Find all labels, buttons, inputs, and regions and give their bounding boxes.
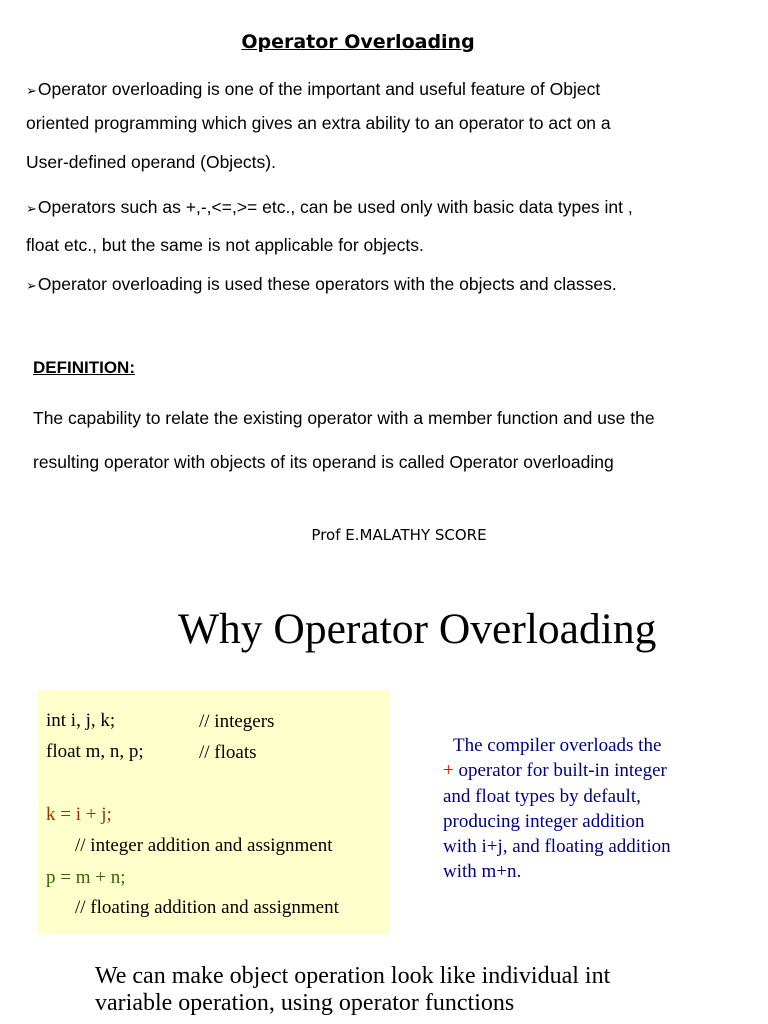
bullet-arrow-icon: ➢ (26, 83, 37, 98)
plus-operator: + (443, 760, 454, 782)
note-line-3: and float types by default, (443, 785, 641, 807)
summary-line-1: We can make object operation look like individual int (95, 963, 611, 989)
bullet-1-line-1 (26, 80, 726, 100)
compiler-note (443, 733, 733, 885)
summary-text (95, 963, 610, 1017)
bullet-arrow-icon: ➢ (26, 201, 37, 216)
summary-line-2: variable operation, using operator functions (95, 990, 515, 1016)
bullet-2-line-2: float etc., but the same is not applicable for objects. (26, 235, 424, 255)
bullet-text: Operator overloading is one of the important and useful feature of Object (37, 79, 601, 99)
code-comment-integer-addition: // integer addition and assignment (75, 835, 333, 856)
code-integer-addition: k = i + j; (46, 804, 112, 825)
bullet-3-line-1 (26, 275, 726, 295)
definition-heading: DEFINITION: (33, 358, 135, 377)
bullet-text: Operators such as +,-,<=,>= etc., can be used only with basic data types int , (37, 197, 633, 217)
code-comment-floats: // floats (199, 742, 257, 763)
page-title: Operator Overloading (241, 31, 475, 53)
note-line-6: with m+n. (443, 861, 522, 883)
code-declaration-int: int i, j, k; (46, 710, 116, 731)
note-line-5: with i+j, and floating addition (443, 836, 671, 858)
bullet-1-line-2: oriented programming which gives an extra ability to an operator to act on a (26, 113, 611, 133)
note-line-2-text: operator for built-in integer (453, 760, 667, 782)
code-float-addition: p = m + n; (46, 867, 126, 888)
author-credit: Prof E.MALATHY SCORE (311, 526, 487, 544)
code-declaration-float: float m, n, p; (46, 741, 144, 762)
note-line-4: producing integer addition (443, 810, 645, 832)
note-line-2 (443, 758, 733, 783)
slide-title: Why Operator Overloading (178, 605, 657, 653)
note-line-1: The compiler overloads the (453, 735, 662, 756)
definition-line-1: The capability to relate the existing operator with a member function and use the (33, 408, 655, 428)
code-example-box (38, 690, 390, 934)
bullet-text: Operator overloading is used these operators with the objects and classes. (37, 274, 617, 294)
code-comment-integers: // integers (199, 711, 275, 732)
bullet-arrow-icon: ➢ (26, 278, 37, 293)
code-comment-float-addition: // floating addition and assignment (75, 897, 339, 918)
definition-line-2: resulting operator with objects of its operand is called Operator overloading (33, 452, 614, 472)
bullet-2-line-1 (26, 198, 726, 218)
bullet-1-line-3: User-defined operand (Objects). (26, 152, 276, 172)
